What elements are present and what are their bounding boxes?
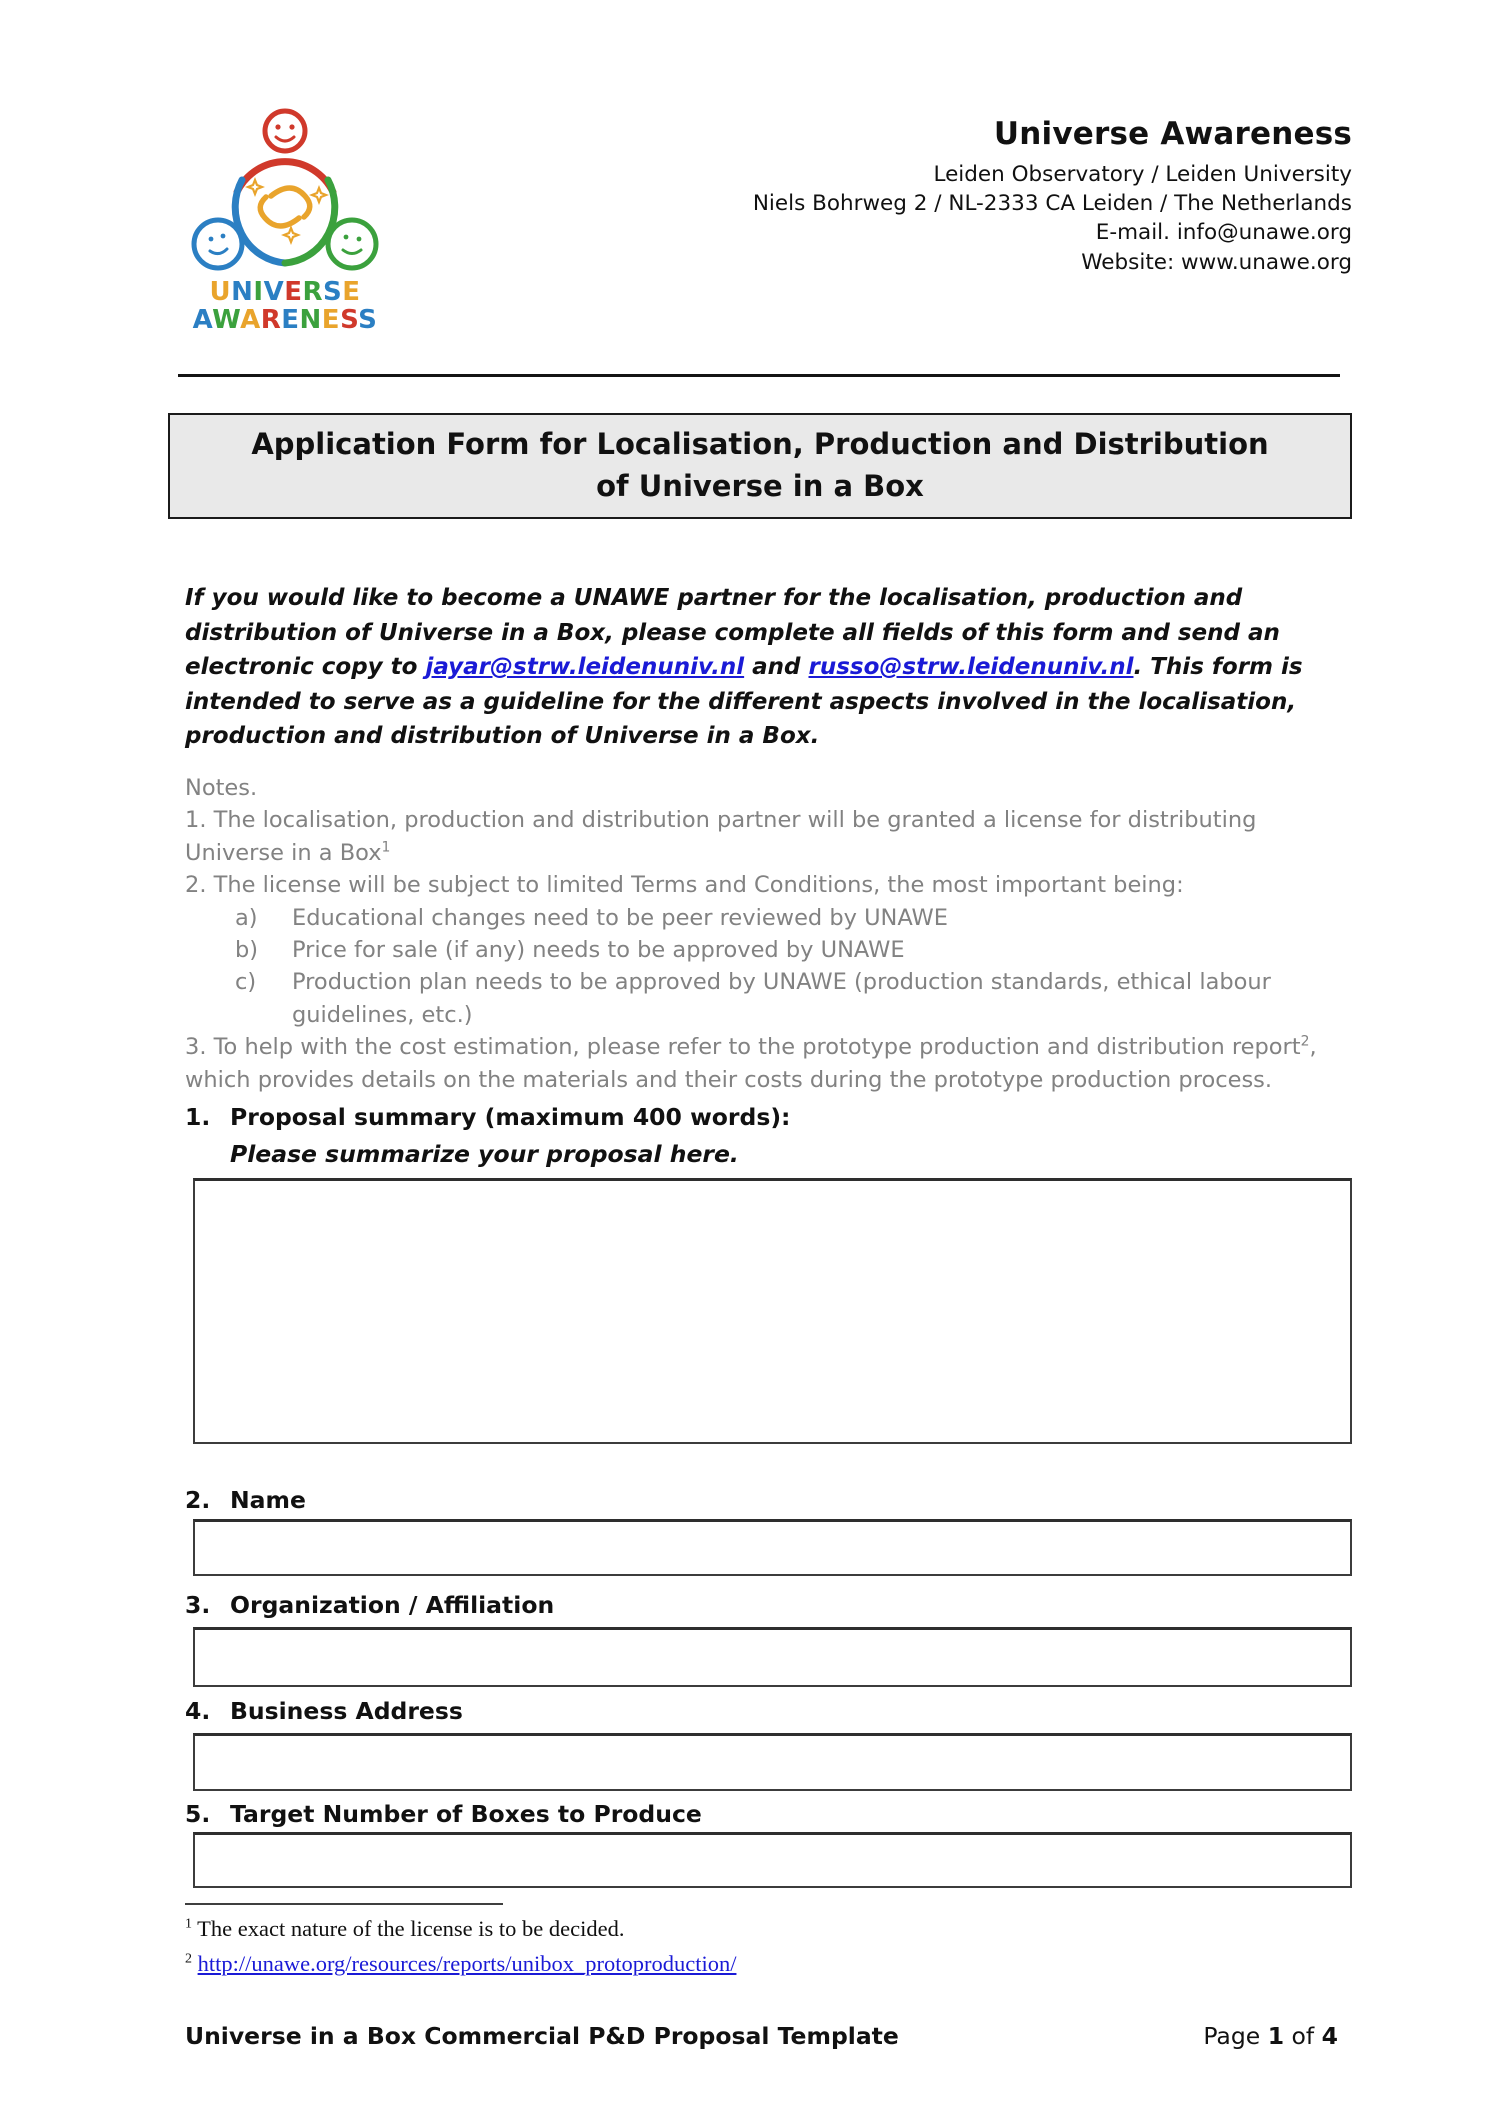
target-boxes-input[interactable]	[193, 1832, 1352, 1888]
unawe-logo	[180, 104, 390, 334]
note-2b	[230, 934, 1353, 966]
page-word: Page	[1203, 2022, 1268, 2050]
question-5	[185, 1800, 1353, 1828]
email-link-russo[interactable]: russo@strw.leidenuniv.nl	[808, 654, 1134, 680]
of-word: of	[1284, 2022, 1322, 2050]
footnote-ref-2: 2	[1300, 1033, 1310, 1050]
org-name: Universe Awareness	[993, 116, 1352, 152]
org-affiliation: Leiden Observatory / Leiden University	[933, 162, 1352, 187]
intro-text-1: If you would like to become a UNAWE partner for the localisation, production and distribution of Universe in a Box, please complete all fields of this form and send an electronic copy to	[185, 585, 1288, 680]
note-2c-letter: c)	[235, 969, 257, 996]
notes-section	[185, 772, 1353, 1096]
page-number	[1203, 2022, 1338, 2050]
note-item-1	[185, 804, 1353, 869]
question-3-number: 3.	[185, 1591, 211, 1619]
header-divider	[178, 374, 1340, 377]
page-content	[168, 0, 1352, 2120]
footnote-1	[185, 1916, 1305, 1942]
intro-text-3: . This form is intended to serve as a guideline for the different aspects involved in the localisation, production and distribution of Universe in a Box.	[185, 654, 1311, 749]
footnote-1-marker: 1	[185, 1916, 192, 1932]
note-2b-letter: b)	[235, 936, 259, 963]
question-4-number: 4.	[185, 1697, 211, 1725]
question-3	[185, 1591, 1353, 1619]
note-2b-text: Price for sale (if any) needs to be approved by UNAWE	[292, 936, 905, 963]
org-website: Website: www.unawe.org	[1081, 249, 1352, 275]
question-2-label: Name	[230, 1486, 306, 1514]
footnote-ref-1: 1	[381, 839, 391, 856]
question-2-number: 2.	[185, 1486, 211, 1514]
footnote-2	[185, 1951, 1305, 1977]
org-email: E-mail. info@unawe.org	[1095, 220, 1352, 246]
question-1-number: 1.	[185, 1103, 211, 1131]
name-input[interactable]	[193, 1519, 1352, 1576]
question-1-hint: Please summarize your proposal here.	[230, 1140, 739, 1168]
note-1-text: 1. The localisation, production and distribution partner will be granted a license for distributing Universe in a Box	[185, 807, 1264, 866]
intro-text-2: and	[744, 654, 809, 680]
page-current: 1	[1267, 2022, 1285, 2050]
note-2c-text: Production plan needs to be approved by UNAWE (production standards, ethical labour guidelines, etc.)	[292, 969, 1271, 1028]
note-2c	[230, 966, 1353, 1031]
footnote-1-text: The exact nature of the license is to be decided.	[191, 1916, 625, 1941]
question-4-label: Business Address	[230, 1697, 463, 1725]
page-footer	[185, 2022, 1338, 2050]
note-item-3	[185, 1031, 1353, 1096]
unawe-logo-wordmark	[180, 278, 390, 334]
logo-word-universe: UNIVERSE	[209, 277, 361, 307]
organization-input[interactable]	[193, 1627, 1352, 1687]
form-title	[168, 413, 1352, 519]
question-3-label: Organization / Affiliation	[230, 1591, 555, 1619]
question-1	[185, 1103, 1353, 1131]
protoproduction-report-link[interactable]: http://unawe.org/resources/reports/unibox_protoproduction/	[197, 1951, 737, 1976]
note-item-2: 2. The license will be subject to limited Terms and Conditions, the most important being:	[185, 872, 1184, 899]
email-link-jayar[interactable]: jayar@strw.leidenuniv.nl	[425, 654, 745, 680]
question-5-label: Target Number of Boxes to Produce	[230, 1800, 702, 1828]
page-total: 4	[1321, 2022, 1338, 2050]
footnote-divider	[185, 1903, 503, 1905]
footer-document-title: Universe in a Box Commercial P&D Proposal Template	[185, 2022, 899, 2050]
notes-heading: Notes.	[185, 775, 258, 801]
business-address-input[interactable]	[193, 1733, 1352, 1791]
question-5-number: 5.	[185, 1800, 211, 1828]
question-2	[185, 1486, 1353, 1514]
note-2a-text: Educational changes need to be peer reviewed by UNAWE	[292, 904, 949, 931]
org-address: Niels Bohrweg 2 / NL-2333 CA Leiden / The Netherlands	[752, 191, 1352, 217]
question-1-label: Proposal summary (maximum 400 words):	[230, 1103, 791, 1131]
footnote-2-marker: 2	[185, 1951, 192, 1967]
note-3-text: 3. To help with the cost estimation, please refer to the prototype production and distribution report	[185, 1034, 1301, 1061]
note-2a-letter: a)	[235, 904, 258, 931]
form-title-line1: Application Form for Localisation, Production and Distribution	[251, 427, 1269, 461]
logo-word-awareness: AWARENESS	[192, 305, 378, 336]
unawe-logo-icon	[185, 104, 385, 272]
proposal-summary-input[interactable]	[193, 1178, 1352, 1444]
note-2a	[230, 902, 1353, 934]
letterhead	[753, 116, 1352, 277]
question-4	[185, 1697, 1353, 1725]
intro-paragraph	[185, 581, 1353, 754]
note-3-tail: , which provides details on the materials and their costs during the prototype production process.	[185, 1034, 1324, 1093]
form-title-line2: of Universe in a Box	[596, 469, 924, 504]
